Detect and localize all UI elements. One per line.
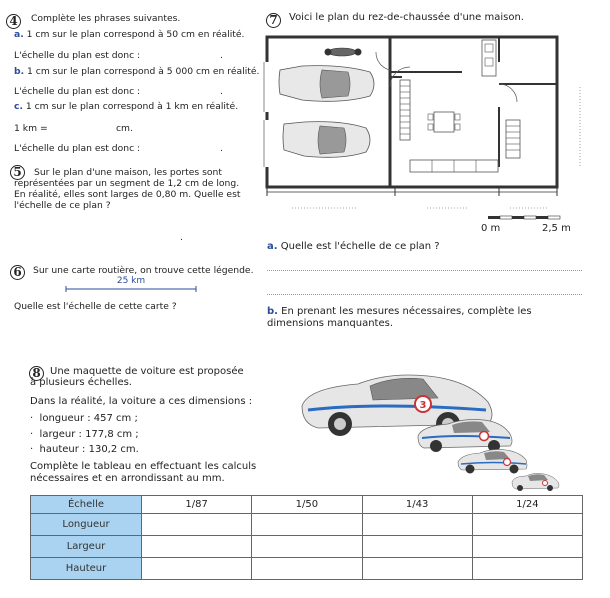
table-scale-1: 1/87 — [142, 496, 252, 514]
ex7-a-answer-line-2[interactable] — [267, 294, 582, 295]
ex4-a-text: 1 cm sur le plan correspond à 50 cm en réalité. — [26, 29, 245, 40]
table-row-label-length: Longueur — [31, 514, 142, 536]
table-cell[interactable] — [362, 514, 472, 536]
ex4-item-b — [14, 66, 259, 77]
table-cell[interactable] — [362, 558, 472, 580]
plan-scale-bar — [488, 216, 560, 219]
bullet-icon: · — [30, 413, 34, 424]
dining-table — [428, 112, 460, 132]
table-scale-2: 1/50 — [252, 496, 362, 514]
exercise-7 — [266, 9, 281, 28]
car-model-tiny — [512, 473, 559, 491]
floor-plan — [262, 32, 600, 234]
ex7-b-line1: En prenant les mesures nécessaires, complète les — [281, 306, 532, 317]
scale-start-label: 0 m — [481, 223, 501, 234]
ex5-line1: Sur le plan d'une maison, les portes sont — [34, 167, 222, 178]
ex7-title: Voici le plan du rez-de-chaussée d'une maison. — [289, 12, 524, 23]
table-header-label: Échelle — [31, 496, 142, 514]
table-scale-4: 1/24 — [472, 496, 582, 514]
ex5-line4: l'échelle de ce plan ? — [14, 200, 111, 211]
ex4-title: Complète les phrases suivantes. — [31, 13, 181, 24]
table-cell[interactable] — [472, 514, 582, 536]
ex8-line5: nécessaires et en arrondissant au mm. — [30, 473, 225, 484]
ex8-dim-1 — [30, 413, 138, 425]
ex8-dim-2 — [30, 429, 139, 441]
ex8-line3: Dans la réalité, la voiture a ces dimensions : — [30, 396, 253, 407]
ex6-text: Sur une carte routière, on trouve cette légende. — [33, 265, 254, 276]
exercise-number-4: 4 — [6, 14, 21, 29]
ex4-b-text: 1 cm sur le plan correspond à 5 000 cm en réalité. — [27, 66, 260, 77]
plan-car-top — [279, 66, 374, 102]
staircase-right — [506, 120, 520, 158]
staircase-left — [400, 80, 410, 140]
exercise-number-7: 7 — [266, 13, 281, 28]
table-row-label-height: Hauteur — [31, 558, 142, 580]
ex8-dim-length: longueur : 457 cm ; — [39, 413, 138, 424]
car-models-illustration — [298, 366, 598, 494]
car-badge-large: 3 — [419, 400, 427, 411]
ex4-item-c — [14, 101, 238, 112]
table-row-label-width: Largeur — [31, 536, 142, 558]
ex6-scale-bar — [64, 285, 198, 293]
ex4-c-answer-end: . — [220, 143, 223, 154]
exercise-6 — [10, 261, 25, 280]
ex7-b-label: b. — [267, 306, 278, 317]
table-cell[interactable] — [142, 514, 252, 536]
ex7-item-b — [267, 306, 532, 318]
table-cell[interactable] — [472, 558, 582, 580]
ex8-dim-width: largeur : 177,8 cm ; — [39, 429, 139, 440]
ex6-question: Quelle est l'échelle de cette carte ? — [14, 301, 177, 312]
ex4-km-unit: cm. — [116, 123, 133, 134]
ex7-a-text: Quelle est l'échelle de ce plan ? — [280, 241, 440, 252]
table-header-row — [31, 496, 583, 514]
ex4-c-answer: L'échelle du plan est donc : — [14, 143, 141, 154]
ex4-b-answer: L'échelle du plan est donc : — [14, 86, 141, 97]
ex6-legend-label: 25 km — [116, 276, 146, 286]
ex4-a-answer: L'échelle du plan est donc : — [14, 50, 141, 61]
bullet-icon: · — [30, 444, 34, 455]
ex5-line2: représentées par un segment de 1,2 cm de long. — [14, 178, 240, 189]
ex8-dim-height: hauteur : 130,2 cm. — [39, 444, 139, 455]
plan-motorbike — [325, 48, 362, 56]
table-cell[interactable] — [252, 536, 362, 558]
ex5-answer-end: . — [180, 232, 183, 243]
table-row — [31, 558, 583, 580]
ex4-c-label: c. — [14, 101, 23, 112]
ex4-a-answer-end: . — [220, 50, 223, 61]
car-model-small — [458, 449, 527, 473]
ex4-a-label: a. — [14, 29, 24, 40]
bullet-icon: · — [30, 429, 34, 440]
ex7-a-label: a. — [267, 241, 278, 252]
exercise-number-8: 8 — [29, 366, 44, 381]
exercise-number-6: 6 — [10, 265, 25, 280]
exercise-number-5: 5 — [10, 165, 25, 180]
plan-outer-wall — [267, 37, 557, 187]
ex4-item-a — [14, 29, 244, 40]
ex8-line2: à plusieurs échelles. — [30, 377, 132, 388]
ex7-item-a — [267, 241, 440, 253]
ex7-b-line2: dimensions manquantes. — [267, 318, 394, 329]
table-cell[interactable] — [472, 536, 582, 558]
table-cell[interactable] — [252, 514, 362, 536]
ex8-line4: Complète le tableau en effectuant les calculs — [30, 461, 257, 472]
table-cell[interactable] — [142, 536, 252, 558]
table-cell[interactable] — [142, 558, 252, 580]
table-cell[interactable] — [252, 558, 362, 580]
ex5-line3: En réalité, elles sont larges de 0,80 m. Quelle est — [14, 189, 241, 200]
ex8-dim-3 — [30, 444, 139, 456]
ex4-c-text: 1 cm sur le plan correspond à 1 km en réalité. — [25, 101, 239, 112]
scales-table — [30, 495, 583, 580]
table-row — [31, 536, 583, 558]
table-row — [31, 514, 583, 536]
scale-end-label: 2,5 m — [542, 223, 571, 234]
ex4-km-left: 1 km = — [14, 123, 48, 134]
exercise-4 — [6, 10, 21, 29]
ex7-a-answer-line-1[interactable] — [267, 270, 582, 271]
ex4-b-label: b. — [14, 66, 25, 77]
table-cell[interactable] — [362, 536, 472, 558]
ex4-b-answer-end: . — [220, 86, 223, 97]
table-scale-3: 1/43 — [362, 496, 472, 514]
plan-car-bottom — [283, 122, 370, 158]
ex8-line1: Une maquette de voiture est proposée — [50, 366, 244, 377]
